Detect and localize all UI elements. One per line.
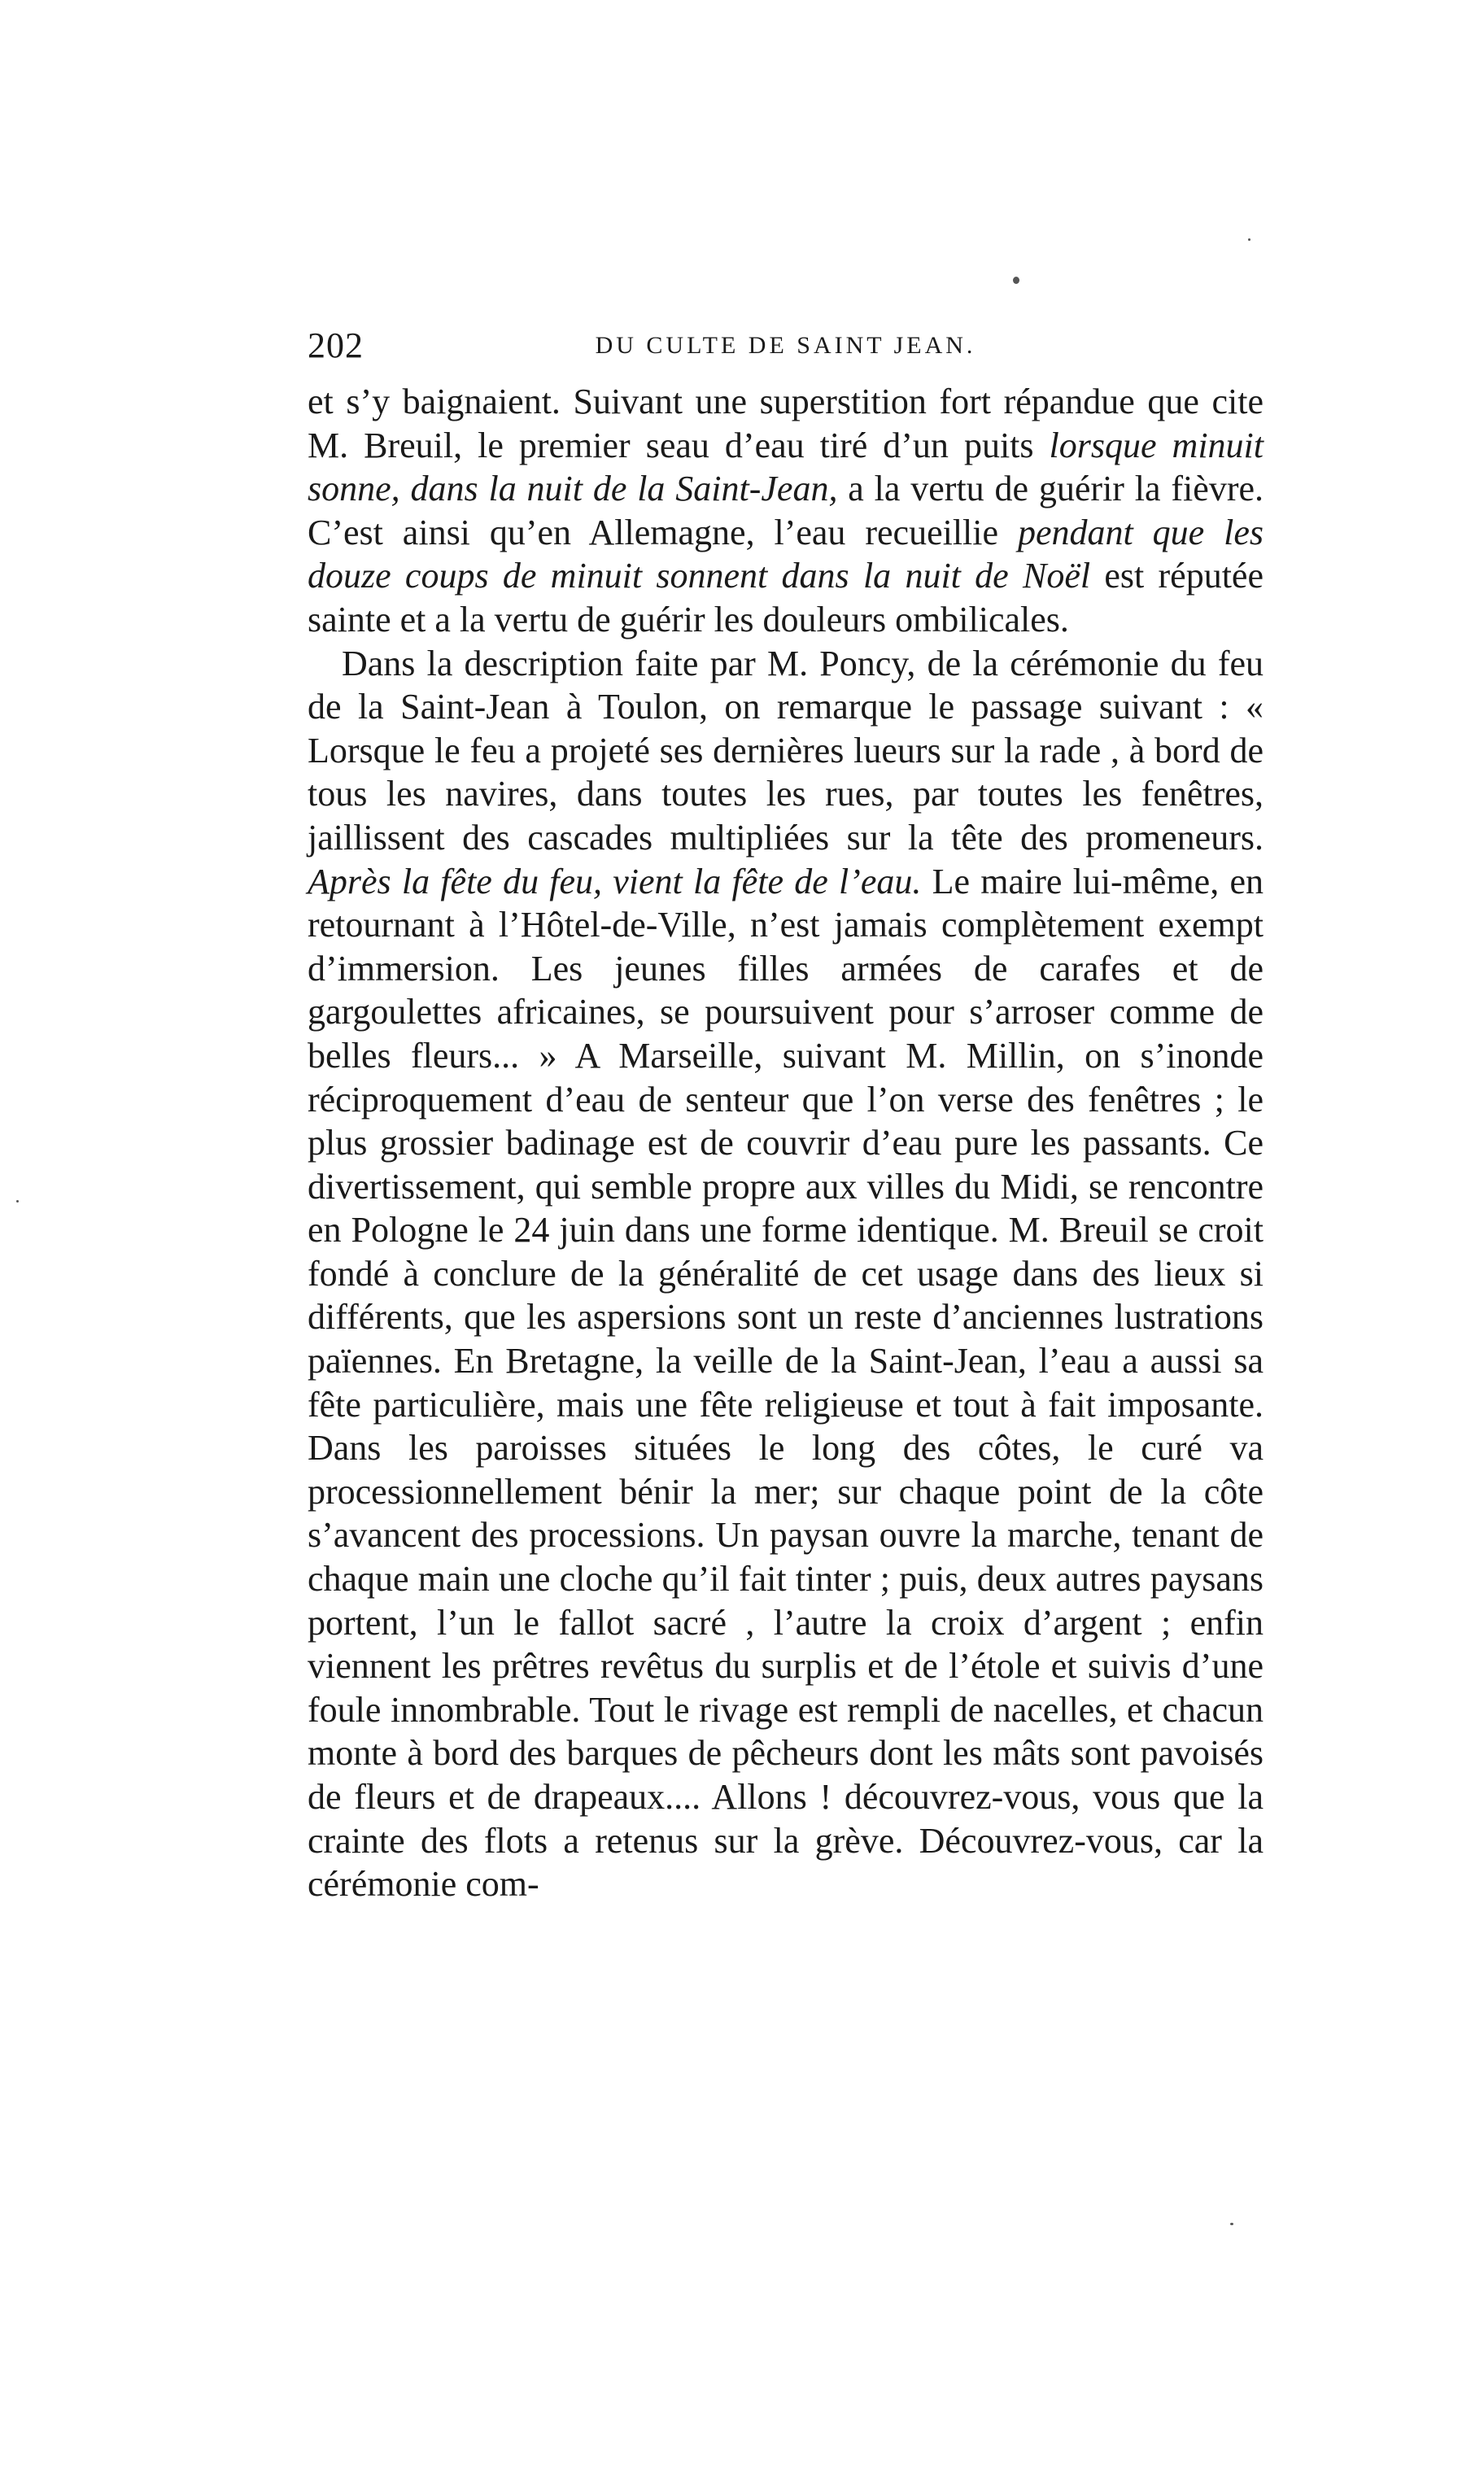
italic-span: pendant que les douze coups de minuit sonnent dans la nuit de Noël: [308, 512, 1264, 596]
ink-speck: [1248, 238, 1250, 241]
italic-span: lorsque minuit sonne, dans la nuit de la Saint-Jean,: [308, 425, 1264, 509]
running-title: DU CULTE DE SAINT JEAN.: [595, 332, 976, 359]
italic-span: Après la fête du feu, vient la fête de l’eau.: [308, 861, 922, 901]
ink-speck: [1230, 2223, 1233, 2225]
ink-speck: [1013, 277, 1019, 284]
body-text: [308, 380, 1264, 1906]
paragraph-2: [308, 642, 1264, 1906]
text-span: est réputée sainte et a la vertu de guérir les douleurs ombilicales.: [308, 556, 1264, 639]
page-header: [308, 321, 1264, 370]
ink-speck: [16, 1200, 19, 1203]
page-number: 202: [308, 325, 364, 365]
text-span: a la vertu de guérir la fièvre. C’est ainsi qu’en Allemagne, l’eau recueillie: [308, 469, 1264, 552]
text-span: Dans la description faite par M. Poncy, de la cérémonie du feu de la Saint-Jean à Toulon, on remarque le passage suivant : « Lorsque le feu a projeté ses dernières lueurs sur la rade , à bord de tous les navires, dans toutes les rues, par toutes les fenêtres, jaillissent des cascades multipliées sur la tête des promeneurs.: [308, 643, 1264, 858]
text-span: et s’y baignaient. Suivant une superstition fort répandue que cite M. Breuil, le premier seau d’eau tiré d’un puits: [308, 382, 1264, 465]
text-span: Le maire lui-même, en retournant à l’Hôtel-de-Ville, n’est jamais complètement exempt d’immersion. Les jeunes filles armées de carafes et de gargoulettes africaines, se poursuivent pour s’arroser comme de belles fleurs... » A Marseille, suivant M. Millin, on s’inonde réciproquement d’eau de senteur que l’on verse des fenêtres ; le plus grossier badinage est de couvrir d’eau pure les passants. Ce divertissement, qui semble propre aux villes du Midi, se rencontre en Pologne le 24 juin dans une forme identique. M. Breuil se croit fondé à conclure de la généralité de cet usage dans des lieux si différents, que les aspersions sont un reste d’anciennes lustrations païennes. En Bretagne, la veille de la Saint-Jean, l’eau a aussi sa fête particulière, mais une fête religieuse et tout à fait imposante. Dans les paroisses situées le long des côtes, le curé va processionnellement bénir la mer; sur chaque point de la côte s’avancent des processions. Un paysan ouvre la marche, tenant de chaque main une cloche qu’il fait tinter ; puis, deux autres paysans portent, l’un le fallot sacré , l’autre la croix d’argent ; enfin viennent les prêtres revêtus du surplis et de l’étole et suivis d’une foule innombrable. Tout le rivage est rempli de nacelles, et chacun monte à bord des barques de pêcheurs dont les mâts sont pavoisés de fleurs et de drapeaux.... Allons ! découvrez-vous, vous que la crainte des flots a retenus sur la grève. Découvrez-vous, car la cérémonie com-: [308, 861, 1264, 1905]
paragraph-1: [308, 380, 1264, 642]
